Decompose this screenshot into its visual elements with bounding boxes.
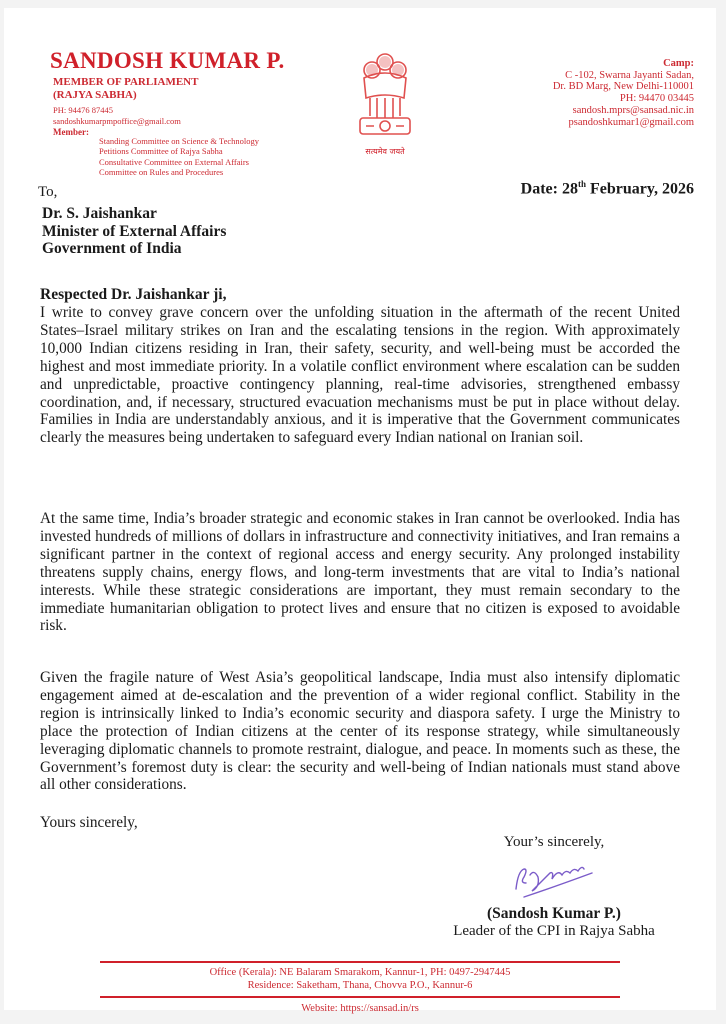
addressee-title: Minister of External Affairs — [42, 222, 227, 240]
letter-footer — [100, 961, 620, 1016]
body-paragraph-3: Given the fragile nature of West Asia’s geopolitical landscape, India must also intensify diplomatic engagement aimed at de-escalation and the prevention of a wider regional conflict. Stability in the region is intrinsically linked to India’s economic security and diaspora safety. I urge the Ministry to place the protection of Indian citizens at the center of its response strategy, while simultaneously leveraging diplomatic channels to promote restraint, dialogue, and peace. In moments such as these, the Government’s foremost duty is clear: the security and well-being of Indian nationals must stand above all other considerations. — [40, 669, 680, 794]
emblem-motto: सत्यमेव जयते — [365, 147, 405, 156]
signatory-name: (Sandosh Kumar P.) — [487, 905, 621, 922]
sender-title-line1: MEMBER OF PARLIAMENT — [53, 76, 199, 88]
signatory-role: Leader of the CPI in Rajya Sabha — [453, 923, 655, 939]
committee-item: Consultative Committee on External Affairs — [99, 156, 249, 167]
signature-icon — [504, 857, 604, 903]
sender-phone: PH: 94476 87445 — [53, 105, 113, 115]
addressee-org: Government of India — [42, 240, 182, 257]
sender-title — [53, 76, 198, 102]
camp-email: sandosh.mprs@sansad.nic.in — [572, 104, 694, 116]
footer-office: Office (Kerala): NE Balaram Smarakom, Kannur-1, PH: 0497-2947445 — [209, 967, 511, 978]
committee-item: Standing Committee on Science & Technology — [99, 136, 260, 146]
salutation: Respected Dr. Jaishankar ji, — [40, 286, 227, 303]
sender-title-line2: (RAJYA SABHA) — [53, 89, 137, 101]
letter-date: Date: 28th February, 2026 — [520, 179, 694, 198]
camp-line: PH: 94470 03445 — [619, 93, 694, 105]
sender-email: sandoshkumarpmpoffice@gmail.com — [53, 115, 181, 126]
closing-right: Your’s sincerely, — [503, 834, 605, 850]
committee-item: Committee on Rules and Procedures — [99, 166, 224, 177]
addressee-name: Dr. S. Jaishankar — [42, 205, 157, 222]
sender-contact — [53, 105, 181, 126]
body-paragraph-1: I write to convey grave concern over the unfolding situation in the aftermath of the recent United States–Israel military strikes on Iran and the escalating tensions in the region. With approximately 10,000 Indian citizens residing in Iran, their safety, security, and well-being must be accorded the highest and most immediate priority. In a volatile conflict environment where escalation can be sudden and unpredictable, proactive contingency planning, real-time advisories, strengthened embassy coordination, and, if necessary, structured evacuation mechanisms must be put in place without delay. Families in India are understandably anxious, and it is imperative that the Government communicates clearly the measures being undertaken to safeguard every Indian national on Iranian soil. — [40, 304, 680, 447]
letter-page — [4, 8, 716, 1014]
committee-list — [99, 136, 259, 177]
to-label: To, — [38, 184, 58, 200]
member-label: Member: — [53, 127, 89, 137]
signature-block — [404, 834, 704, 940]
footer-website: Website: https://sansad.in/rs — [301, 1003, 419, 1014]
footer-residence: Residence: Saketham, Thana, Chovva P.O., Kannur-6 — [247, 979, 473, 991]
camp-address — [553, 58, 694, 128]
sender-name: SANDOSH KUMAR P. — [50, 48, 285, 73]
camp-email: psandoshkumar1@gmail.com — [568, 116, 694, 128]
camp-line: Dr. BD Marg, New Delhi-110001 — [552, 81, 694, 93]
closing-left: Yours sincerely, — [40, 814, 138, 831]
state-emblem-icon — [350, 50, 420, 158]
camp-line: C -102, Swarna Jayanti Sadan, — [565, 69, 694, 81]
committee-item: Petitions Committee of Rajya Sabha — [99, 146, 223, 157]
body-paragraph-2: At the same time, India’s broader strategic and economic stakes in Iran cannot be overlooked. India has invested hundreds of millions of dollars in infrastructure and connectivity initiatives, and Iran remains a significant partner in the context of regional access and energy security. Any prolonged instability threatens supply chains, energy flows, and long-term investments that are vital to India’s national interests. While these strategic considerations are important, they must remain secondary to the immediate humanitarian obligation to protect lives and ensure that no citizen is exposed to avoidable risk. — [40, 510, 680, 635]
camp-label: Camp: — [663, 58, 694, 69]
addressee-block — [42, 205, 226, 258]
